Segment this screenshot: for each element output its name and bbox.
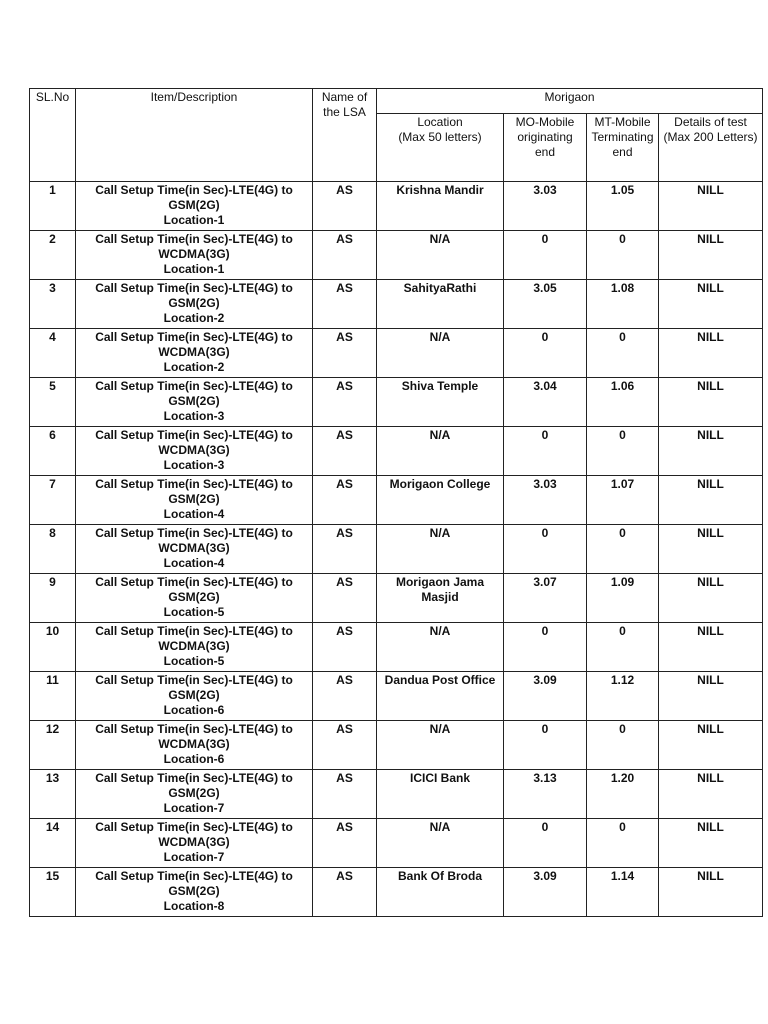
table-row <box>30 182 763 231</box>
cell-item-description: Call Setup Time(in Sec)-LTE(4G) to GSM(2G) Location-3 <box>76 378 313 427</box>
cell-mo: 3.13 <box>504 770 587 819</box>
cell-item-description: Call Setup Time(in Sec)-LTE(4G) to GSM(2G) Location-7 <box>76 770 313 819</box>
table-row <box>30 819 763 868</box>
cell-sl-no: 6 <box>30 427 76 476</box>
cell-sl-no: 15 <box>30 868 76 917</box>
cell-mt: 0 <box>587 819 659 868</box>
cell-lsa: AS <box>313 378 377 427</box>
cell-lsa: AS <box>313 770 377 819</box>
cell-mo: 3.03 <box>504 182 587 231</box>
cell-details: NILL <box>659 672 763 721</box>
cell-details: NILL <box>659 378 763 427</box>
cell-location: N/A <box>377 231 504 280</box>
cell-item-description: Call Setup Time(in Sec)-LTE(4G) to GSM(2G) Location-2 <box>76 280 313 329</box>
cell-details: NILL <box>659 427 763 476</box>
cell-item-description: Call Setup Time(in Sec)-LTE(4G) to WCDMA(3G) Location-6 <box>76 721 313 770</box>
table-header <box>30 89 763 182</box>
cell-details: NILL <box>659 280 763 329</box>
cell-location: N/A <box>377 623 504 672</box>
table-row <box>30 231 763 280</box>
cell-details: NILL <box>659 574 763 623</box>
header-item-description: Item/Description <box>76 89 313 182</box>
cell-mo: 3.09 <box>504 868 587 917</box>
cell-location: Shiva Temple <box>377 378 504 427</box>
cell-mt: 1.08 <box>587 280 659 329</box>
cell-details: NILL <box>659 819 763 868</box>
cell-mt: 0 <box>587 231 659 280</box>
cell-location: Dandua Post Office <box>377 672 504 721</box>
cell-details: NILL <box>659 329 763 378</box>
cell-lsa: AS <box>313 525 377 574</box>
cell-sl-no: 9 <box>30 574 76 623</box>
cell-location: N/A <box>377 819 504 868</box>
cell-mt: 0 <box>587 721 659 770</box>
cell-lsa: AS <box>313 868 377 917</box>
header-mo: MO-Mobile originating end <box>504 114 587 182</box>
header-mt: MT-Mobile Terminating end <box>587 114 659 182</box>
table-row <box>30 427 763 476</box>
cell-mo: 3.03 <box>504 476 587 525</box>
header-name-of-lsa: Name of the LSA <box>313 89 377 182</box>
cell-mt: 1.06 <box>587 378 659 427</box>
cell-lsa: AS <box>313 819 377 868</box>
cell-item-description: Call Setup Time(in Sec)-LTE(4G) to GSM(2G) Location-1 <box>76 182 313 231</box>
cell-details: NILL <box>659 182 763 231</box>
cell-location: Morigaon Jama Masjid <box>377 574 504 623</box>
table-row <box>30 280 763 329</box>
cell-mt: 1.14 <box>587 868 659 917</box>
cell-sl-no: 8 <box>30 525 76 574</box>
cell-mo: 3.05 <box>504 280 587 329</box>
cell-mo: 3.07 <box>504 574 587 623</box>
cell-sl-no: 4 <box>30 329 76 378</box>
cell-mt: 0 <box>587 623 659 672</box>
cell-lsa: AS <box>313 476 377 525</box>
cell-sl-no: 11 <box>30 672 76 721</box>
cell-location: SahityaRathi <box>377 280 504 329</box>
cell-location: N/A <box>377 427 504 476</box>
cell-mo: 0 <box>504 427 587 476</box>
header-row-main <box>30 89 763 114</box>
cell-location: Bank Of Broda <box>377 868 504 917</box>
cell-location: N/A <box>377 329 504 378</box>
cell-sl-no: 12 <box>30 721 76 770</box>
cell-location: Krishna Mandir <box>377 182 504 231</box>
cell-lsa: AS <box>313 280 377 329</box>
cell-item-description: Call Setup Time(in Sec)-LTE(4G) to GSM(2G) Location-8 <box>76 868 313 917</box>
cell-mo: 3.09 <box>504 672 587 721</box>
cell-sl-no: 14 <box>30 819 76 868</box>
cell-item-description: Call Setup Time(in Sec)-LTE(4G) to GSM(2G) Location-6 <box>76 672 313 721</box>
cell-details: NILL <box>659 868 763 917</box>
table-row <box>30 525 763 574</box>
cell-item-description: Call Setup Time(in Sec)-LTE(4G) to WCDMA(3G) Location-1 <box>76 231 313 280</box>
cell-sl-no: 2 <box>30 231 76 280</box>
cell-sl-no: 7 <box>30 476 76 525</box>
header-region: Morigaon <box>377 89 763 114</box>
cell-details: NILL <box>659 721 763 770</box>
cell-mo: 0 <box>504 329 587 378</box>
cell-item-description: Call Setup Time(in Sec)-LTE(4G) to GSM(2G) Location-5 <box>76 574 313 623</box>
cell-item-description: Call Setup Time(in Sec)-LTE(4G) to WCDMA(3G) Location-4 <box>76 525 313 574</box>
cell-sl-no: 10 <box>30 623 76 672</box>
cell-details: NILL <box>659 623 763 672</box>
cell-item-description: Call Setup Time(in Sec)-LTE(4G) to WCDMA(3G) Location-2 <box>76 329 313 378</box>
cell-sl-no: 5 <box>30 378 76 427</box>
cell-item-description: Call Setup Time(in Sec)-LTE(4G) to WCDMA(3G) Location-3 <box>76 427 313 476</box>
cell-details: NILL <box>659 231 763 280</box>
header-details: Details of test (Max 200 Letters) <box>659 114 763 182</box>
table-row <box>30 672 763 721</box>
cell-lsa: AS <box>313 672 377 721</box>
header-sl-no: SL.No <box>30 89 76 182</box>
cell-details: NILL <box>659 770 763 819</box>
cell-mo: 0 <box>504 231 587 280</box>
cell-lsa: AS <box>313 427 377 476</box>
cell-item-description: Call Setup Time(in Sec)-LTE(4G) to GSM(2G) Location-4 <box>76 476 313 525</box>
cell-mt: 1.05 <box>587 182 659 231</box>
cell-location: ICICI Bank <box>377 770 504 819</box>
table-row <box>30 770 763 819</box>
table-row <box>30 476 763 525</box>
table-row <box>30 574 763 623</box>
cell-sl-no: 3 <box>30 280 76 329</box>
table-row <box>30 721 763 770</box>
cell-location: Morigaon College <box>377 476 504 525</box>
cell-mo: 0 <box>504 623 587 672</box>
cell-item-description: Call Setup Time(in Sec)-LTE(4G) to WCDMA(3G) Location-5 <box>76 623 313 672</box>
cell-mo: 0 <box>504 721 587 770</box>
cell-sl-no: 13 <box>30 770 76 819</box>
table-row <box>30 329 763 378</box>
cell-lsa: AS <box>313 623 377 672</box>
cell-mt: 1.20 <box>587 770 659 819</box>
cell-details: NILL <box>659 476 763 525</box>
cell-lsa: AS <box>313 231 377 280</box>
cell-mo: 0 <box>504 525 587 574</box>
cell-mt: 1.12 <box>587 672 659 721</box>
cell-mt: 0 <box>587 525 659 574</box>
cell-lsa: AS <box>313 721 377 770</box>
cell-mo: 3.04 <box>504 378 587 427</box>
cell-details: NILL <box>659 525 763 574</box>
call-setup-table <box>29 88 763 917</box>
cell-lsa: AS <box>313 574 377 623</box>
cell-location: N/A <box>377 721 504 770</box>
table-body <box>30 182 763 917</box>
cell-item-description: Call Setup Time(in Sec)-LTE(4G) to WCDMA(3G) Location-7 <box>76 819 313 868</box>
table-row <box>30 378 763 427</box>
cell-lsa: AS <box>313 329 377 378</box>
cell-mt: 1.07 <box>587 476 659 525</box>
cell-sl-no: 1 <box>30 182 76 231</box>
cell-mt: 0 <box>587 427 659 476</box>
cell-mt: 1.09 <box>587 574 659 623</box>
table-row <box>30 868 763 917</box>
cell-location: N/A <box>377 525 504 574</box>
table-row <box>30 623 763 672</box>
cell-mt: 0 <box>587 329 659 378</box>
cell-mo: 0 <box>504 819 587 868</box>
header-location: Location (Max 50 letters) <box>377 114 504 182</box>
cell-lsa: AS <box>313 182 377 231</box>
